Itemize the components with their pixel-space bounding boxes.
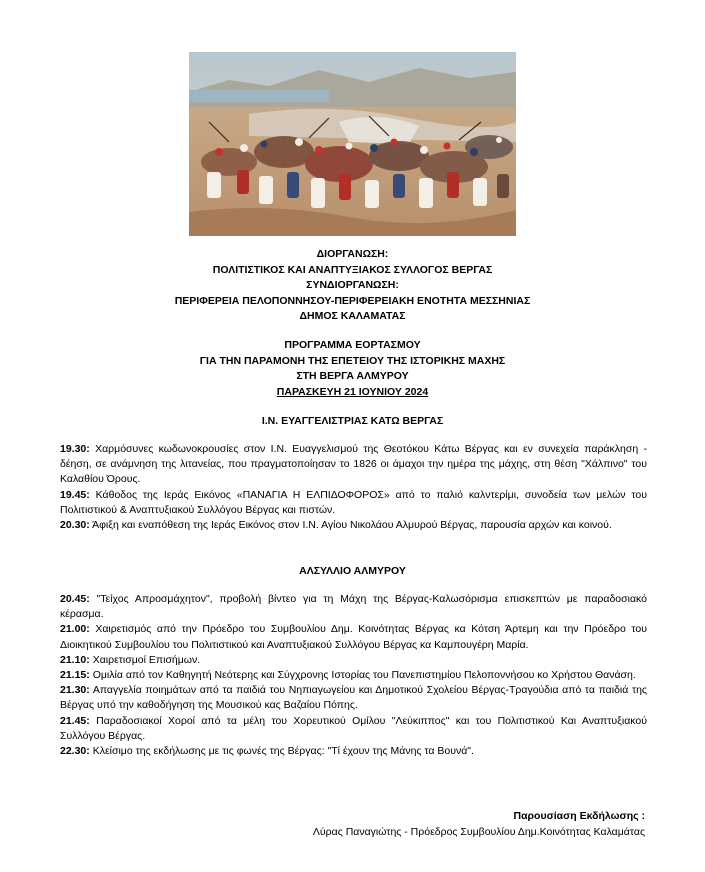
schedule-item [60,592,647,622]
schedule-item [60,653,647,668]
schedule-text: Άφιξη και εναπόθεση της Ιεράς Εικόνος στον Ι.Ν. Αγίου Νικολάου Αλμυρού Βέργας, παρουσία αρχών και κοινού. [89,519,612,532]
schedule-time: 21.30: [60,684,90,697]
schedule-time: 22.30: [60,745,90,758]
schedule-text: Χαιρετισμοί Επισήμων. [89,653,201,666]
coorganizer-region: ΠΕΡΙΦΕΡΕΙΑ ΠΕΛΟΠΟΝΝΗΣΟΥ-ΠΕΡΙΦΕΡΕΙΑΚΗ ΕΝΟΤΗΤΑ ΜΕΣΣΗΝΙΑΣ [174,294,531,307]
schedule-item [60,683,647,713]
schedule-time: 19.45: [60,488,90,501]
schedule-time: 21.15: [60,669,90,682]
schedule-text: Χαρμόσυνες κωδωνοκρουσίες στον Ι.Ν. Ευαγγελισμού της Θεοτόκου Κάτω Βέργας και εν συνεχεία παράκληση - δέηση, σε ανάμνηση της λιτανείας, που πραγματοποίησαν το 1826 οι άμαχοι την ημέρα της μάχης, στη θέση "Χάλπινο" του Καλαθίου Όρους. [60,443,647,486]
program-title-line-3: ΣΤΗ ΒΕΡΓΑ ΑΛΜΥΡΟΥ [296,370,409,382]
program-title-block [40,338,665,400]
schedule-item [60,518,647,533]
schedule-text: Κλείσιμο της εκδήλωσης με τις φωνές της Βέργας: "Τί έχουν της Μάνης τα Βουνά". [89,745,474,758]
schedule-text: Απαγγελία ποιημάτων από τα παιδιά του Νηπιαγωγείου και Δημοτικού Σχολείου Βέργας-Τραγούδια από τα παιδιά της Βέργας υπό την καθοδήγηση της Μουσικού κας Βαζαίου Πόπης. [60,684,647,712]
section-2-schedule [60,592,647,759]
schedule-item [60,622,647,652]
program-title-line-2: ΓΙΑ ΤΗΝ ΠΑΡΑΜΟΝΗ ΤΗΣ ΕΠΕΤΕΙΟΥ ΤΗΣ ΙΣΤΟΡΙΚΗΣ ΜΑΧΗΣ [199,354,506,367]
schedule-time: 20.30: [60,519,90,532]
schedule-text: Παραδοσιακοί Χοροί από τα μέλη του Χορευτικού Ομίλου "Λεύκιππος" και του Πολιτιστικού Και Αναπτυξιακού Συλλόγου Βέργας. [60,714,647,742]
schedule-text: "Τείχος Απροσμάχητον", προβολή βίντεο για τη Μάχη της Βέργας-Καλωσόρισμα επισκεπτών με παραδοσιακό κέρασμα. [60,593,647,621]
schedule-text: Κάθοδος της Ιεράς Εικόνος «ΠΑΝΑΓΙΑ Η ΕΛΠΙΔΟΦΟΡΟΣ» από το παλιό καλντερίμι, συνοδεία των μελών του Πολιτιστικού & Αναπτυξιακού Συλλόγου Βέργας και πιστών. [60,488,647,516]
coorganizer-municipality: ΔΗΜΟΣ ΚΑΛΑΜΑΤΑΣ [299,310,406,322]
organizers-block [40,247,665,325]
organizer-name: ΠΟΛΙΤΙΣΤΙΚΟΣ ΚΑΙ ΑΝΑΠΤΥΞΙΑΚΟΣ ΣΥΛΛΟΓΟΣ ΒΕΡΓΑΣ [212,263,493,276]
coorganizer-label: ΣΥΝΔΙΟΡΓΑΝΩΣΗ: [306,279,399,291]
schedule-item [60,668,647,683]
schedule-item [60,488,647,518]
battle-painting-illustration [189,52,516,236]
program-title-line-1: ΠΡΟΓΡΑΜΜΑ ΕΟΡΤΑΣΜΟΥ [284,339,421,351]
schedule-item [60,714,647,744]
schedule-time: 21.00: [60,623,90,636]
program-date: ΠΑΡΑΣΚΕΥΗ 21 ΙΟΥΝΙΟΥ 2024 [276,385,429,398]
section-1-schedule [60,442,647,533]
schedule-time: 21.45: [60,714,90,727]
presenter-name: Λύρας Παναγιώτης - Πρόεδρος Συμβουλίου Δημ.Κοινότητας Καλαμάτας [312,826,645,838]
schedule-text: Χαιρετισμός από την Πρόεδρο του Συμβουλίου Δημ. Κοινότητας Βέργας κα Κότση Άρτεμη και την Πρόεδρο του Διοικητικού Συμβουλίου του Πολιτιστικού και Αναπτυξιακού Συλλόγου Βέργας κα Καμπουγέρη Μαρία. [60,623,647,651]
schedule-time: 19.30: [60,443,90,455]
schedule-item [60,744,647,759]
presenter-block [125,808,645,840]
section-2-title: ΑΛΣΥΛΛΙΟ ΑΛΜΥΡΟΥ [299,565,406,577]
schedule-time: 20.45: [60,593,90,605]
organizer-label: ΔΙΟΡΓΑΝΩΣΗ: [316,248,389,260]
schedule-time: 21.10: [60,653,90,666]
battle-painting-image [189,52,516,236]
schedule-text: Ομιλία από τον Καθηγητή Νεότερης και Σύγχρονης Ιστορίας του Πανεπιστημίου Πελοποννήσου κο Χρήστου Θανάση. [89,669,636,682]
schedule-item [60,442,647,488]
section-1-title: Ι.Ν. ΕΥΑΓΓΕΛΙΣΤΡΙΑΣ ΚΑΤΩ ΒΕΡΓΑΣ [261,415,444,427]
presenter-label: Παρουσίαση Εκδήλωσης : [513,810,645,822]
